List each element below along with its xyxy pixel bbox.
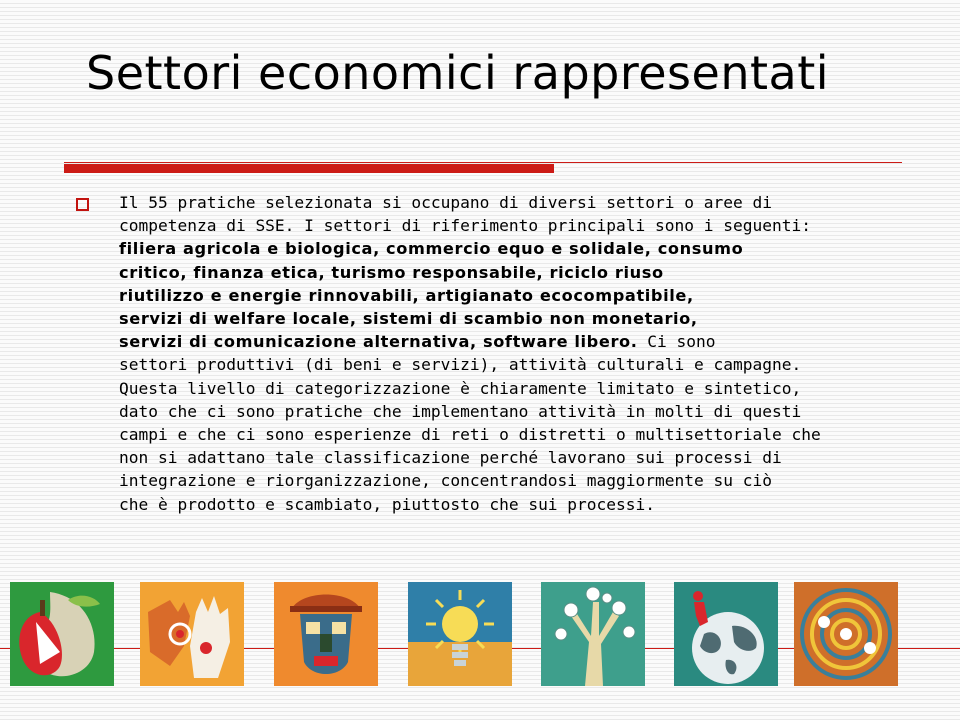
money-tree-illustration xyxy=(541,582,645,686)
bullet-paragraph xyxy=(119,191,899,516)
title-divider-thin xyxy=(64,162,902,163)
hands-exchange-illustration xyxy=(140,582,244,686)
bullet-intro: Il 55 pratiche selezionata si occupano di diversi settori o aree di competenza di SSE. I settori di riferimento principali sono i seguenti: xyxy=(119,193,811,236)
fruit-vegetables-illustration xyxy=(10,582,114,686)
square-bullet-icon xyxy=(76,198,89,211)
title-divider-thick xyxy=(64,164,554,173)
slide-title: Settori economici rappresentati xyxy=(86,46,830,100)
bullet-rest: Ci sono settori produttivi (di beni e servizi), attività culturali e campagne. Questa livello di categorizzazione è chiaramente limitato e sintetico, dato che ci sono pratiche che implementano attività in molti di questi campi e che ci sono esperienze di reti o distretti o multisettoriale che non si adattano tale classificazione perché lavorano sui processi di integrazione e riorganizzazione, concentrandosi maggiormente su ciò che è prodotto e scambiato, piuttosto che sui processi. xyxy=(119,332,821,514)
ethnic-mask-illustration xyxy=(274,582,378,686)
globe-traveler-illustration xyxy=(674,582,778,686)
illustration-strip xyxy=(0,578,960,688)
bullet-sectors: filiera agricola e biologica, commercio equo e solidale, consumo critico, finanza etica, turismo responsabile, riciclo riuso riutilizzo e energie rinnovabili, artigianato ecocompatibile, servizi di welfare locale, sistemi di scambio non monetario, servizi di comunicazione alternativa, software libero. xyxy=(119,239,744,352)
sun-lightbulb-illustration xyxy=(408,582,512,686)
spiral-recycle-illustration xyxy=(794,582,898,686)
